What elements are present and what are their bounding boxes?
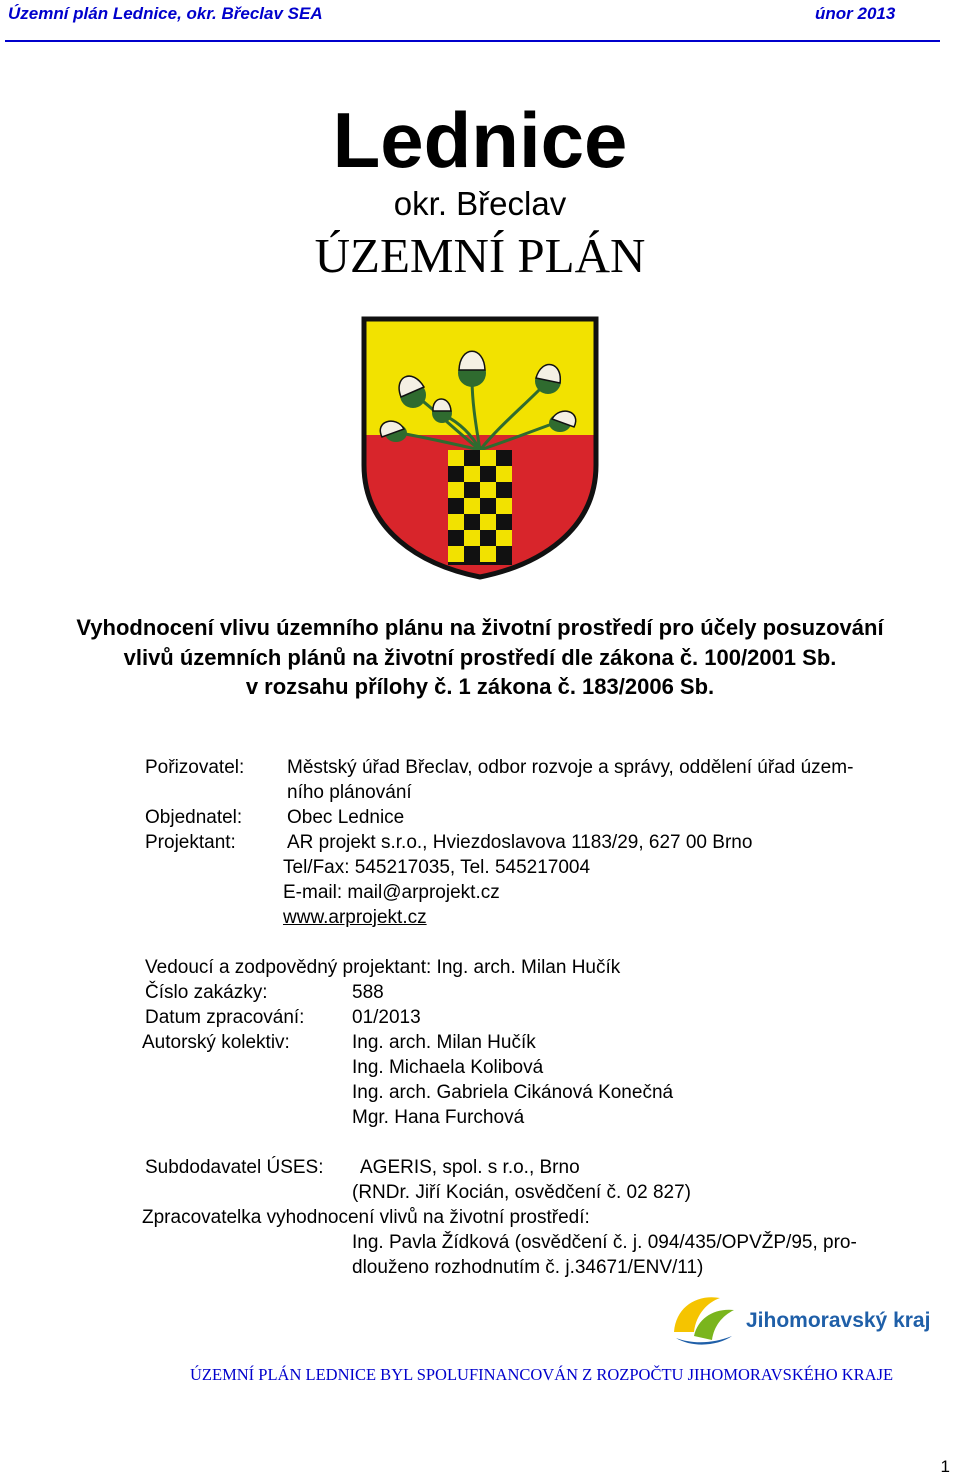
projektant-phone: Tel/Fax: 545217035, Tel. 545217004 [283, 857, 591, 878]
order-number-value: 588 [352, 982, 384, 1003]
uses-label: Subdodavatel ÚSES: [145, 1157, 324, 1178]
uses-value: AGERIS, spol. s r.o., Brno [360, 1157, 580, 1178]
town-title: Lednice [332, 96, 628, 184]
page-number: 1 [940, 1457, 950, 1476]
env-assessor-line-2: dlouženo rozhodnutím č. j.34671/ENV/11) [352, 1257, 704, 1278]
date-value: 01/2013 [352, 1007, 421, 1028]
projektant-label: Projektant: [145, 832, 236, 853]
header-rule [5, 40, 940, 42]
funding-note: ÚZEMNÍ PLÁN LEDNICE BYL SPOLUFINANCOVÁN Z ROZPOČTU JIHOMORAVSKÉHO KRAJE [190, 1365, 894, 1384]
objednatel-label: Objednatel: [145, 807, 243, 828]
porizovatel-value-cont: ního plánování [287, 782, 412, 803]
purpose-line-3: v rozsahu přílohy č. 1 zákona č. 183/2006 Sb. [245, 674, 715, 699]
purpose-line-2: vlivů územních plánů na životní prostředí dle zákona č. 100/2001 Sb. [123, 645, 837, 670]
author-item: Ing. Michaela Kolibová [352, 1057, 544, 1078]
authors-label: Autorský kolektiv: [142, 1032, 290, 1053]
coat-of-arms-icon [360, 315, 600, 581]
running-header-left: Územní plán Lednice, okr. Břeclav SEA [8, 4, 323, 23]
logo-text: Jihomoravský kraj [746, 1309, 931, 1332]
district-subtitle: okr. Břeclav [393, 185, 567, 222]
projektant-email: E-mail: mail@arprojekt.cz [283, 882, 500, 903]
projektant-website-link[interactable]: www.arprojekt.cz [283, 907, 427, 928]
env-assessor-line-1: Ing. Pavla Žídková (osvědčení č. j. 094/435/OPVŽP/95, pro- [352, 1232, 857, 1253]
checkered-pale [448, 450, 512, 565]
region-emblem-icon [668, 1292, 748, 1348]
objednatel-value: Obec Lednice [287, 807, 405, 828]
author-item: Ing. arch. Milan Hučík [352, 1032, 536, 1053]
running-header-date: únor 2013 [815, 4, 896, 23]
lead-designer: Vedoucí a zodpovědný projektant: Ing. arch. Milan Hučík [145, 957, 621, 978]
uses-note: (RNDr. Jiří Kocián, osvědčení č. 02 827) [352, 1182, 691, 1203]
document-type: ÚZEMNÍ PLÁN [314, 228, 646, 283]
jihomoravsky-kraj-logo [668, 1292, 933, 1348]
purpose-line-1: Vyhodnocení vlivu územního plánu na životní prostředí pro účely posuzování [76, 615, 884, 640]
date-label: Datum zpracování: [145, 1007, 305, 1028]
porizovatel-value: Městský úřad Břeclav, odbor rozvoje a správy, oddělení úřad územ- [287, 757, 854, 778]
author-item: Mgr. Hana Furchová [352, 1107, 525, 1128]
projektant-address: AR projekt s.r.o., Hviezdoslavova 1183/29, 627 00 Brno [287, 832, 753, 853]
porizovatel-label: Pořizovatel: [145, 757, 245, 778]
order-number-label: Číslo zakázky: [145, 982, 268, 1003]
env-assessor-label: Zpracovatelka vyhodnocení vlivů na životní prostředí: [142, 1207, 590, 1228]
author-item: Ing. arch. Gabriela Cikánová Konečná [352, 1082, 674, 1103]
